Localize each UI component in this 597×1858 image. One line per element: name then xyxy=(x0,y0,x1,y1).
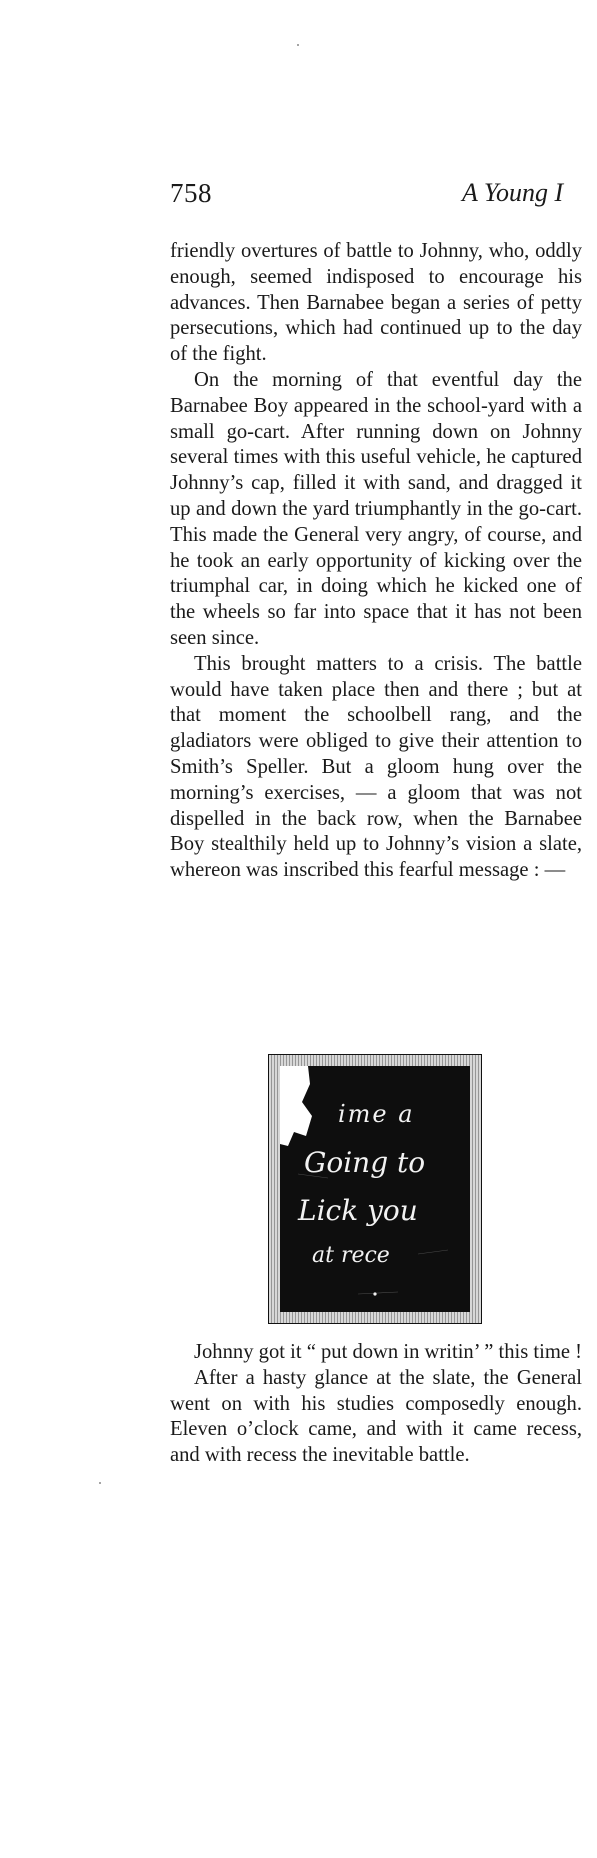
after-text xyxy=(170,1340,582,1469)
slate-line-1: ime a xyxy=(338,1100,415,1128)
slate-line-4: at rece xyxy=(312,1243,390,1268)
slate-illustration xyxy=(268,1054,482,1324)
print-speck-margin xyxy=(99,1482,101,1484)
slate-line-2: Going to xyxy=(304,1146,426,1179)
running-head: A Young I xyxy=(462,178,564,207)
page-header xyxy=(170,178,597,218)
slate-line-3: Lick you xyxy=(298,1194,418,1227)
body-text xyxy=(170,239,582,884)
slate-dot xyxy=(373,1292,376,1295)
paragraph-3: This brought matters to a crisis. The battle would have taken place then and there ; but at that moment the schoolbell rang, and the gladiators were obliged to give their attention to Smith’s Speller. But a gloom hung over the morning’s exercises, — a gloom that was not dispelled in the back row, when the Barnabee Boy stealthily held up to Johnny’s vision a slate, whereon was inscribed this fearful message : — xyxy=(170,652,582,882)
paragraph-5: After a hasty glance at the slate, the General went on with his studies composedly enough. Eleven o’clock came, and with it came recess, and with recess the inevitable battle. xyxy=(170,1366,582,1467)
print-speck-top xyxy=(297,44,299,46)
paragraph-4: Johnny got it “ put down in writin’ ” this time ! xyxy=(194,1341,583,1363)
paragraph-2: On the morning of that eventful day the Barnabee Boy appeared in the school-yard with a small go-cart. After running down on Johnny several times with this useful vehicle, he captured Johnny’s cap, filled it with sand, and dragged it up and down the yard triumphantly in the go-cart. This made the General very angry, of course, and he took an early opportunity of kicking over the triumphal car, in doing which he kicked one of the wheels so far into space that it has not been seen since. xyxy=(170,368,582,649)
paragraph-1: friendly overtures of battle to Johnny, who, oddly enough, seemed indisposed to encourage his advances. Then Barnabee began a series of petty persecutions, which had continued up to the day of the fight. xyxy=(170,240,582,366)
page-number: 758 xyxy=(170,178,212,208)
